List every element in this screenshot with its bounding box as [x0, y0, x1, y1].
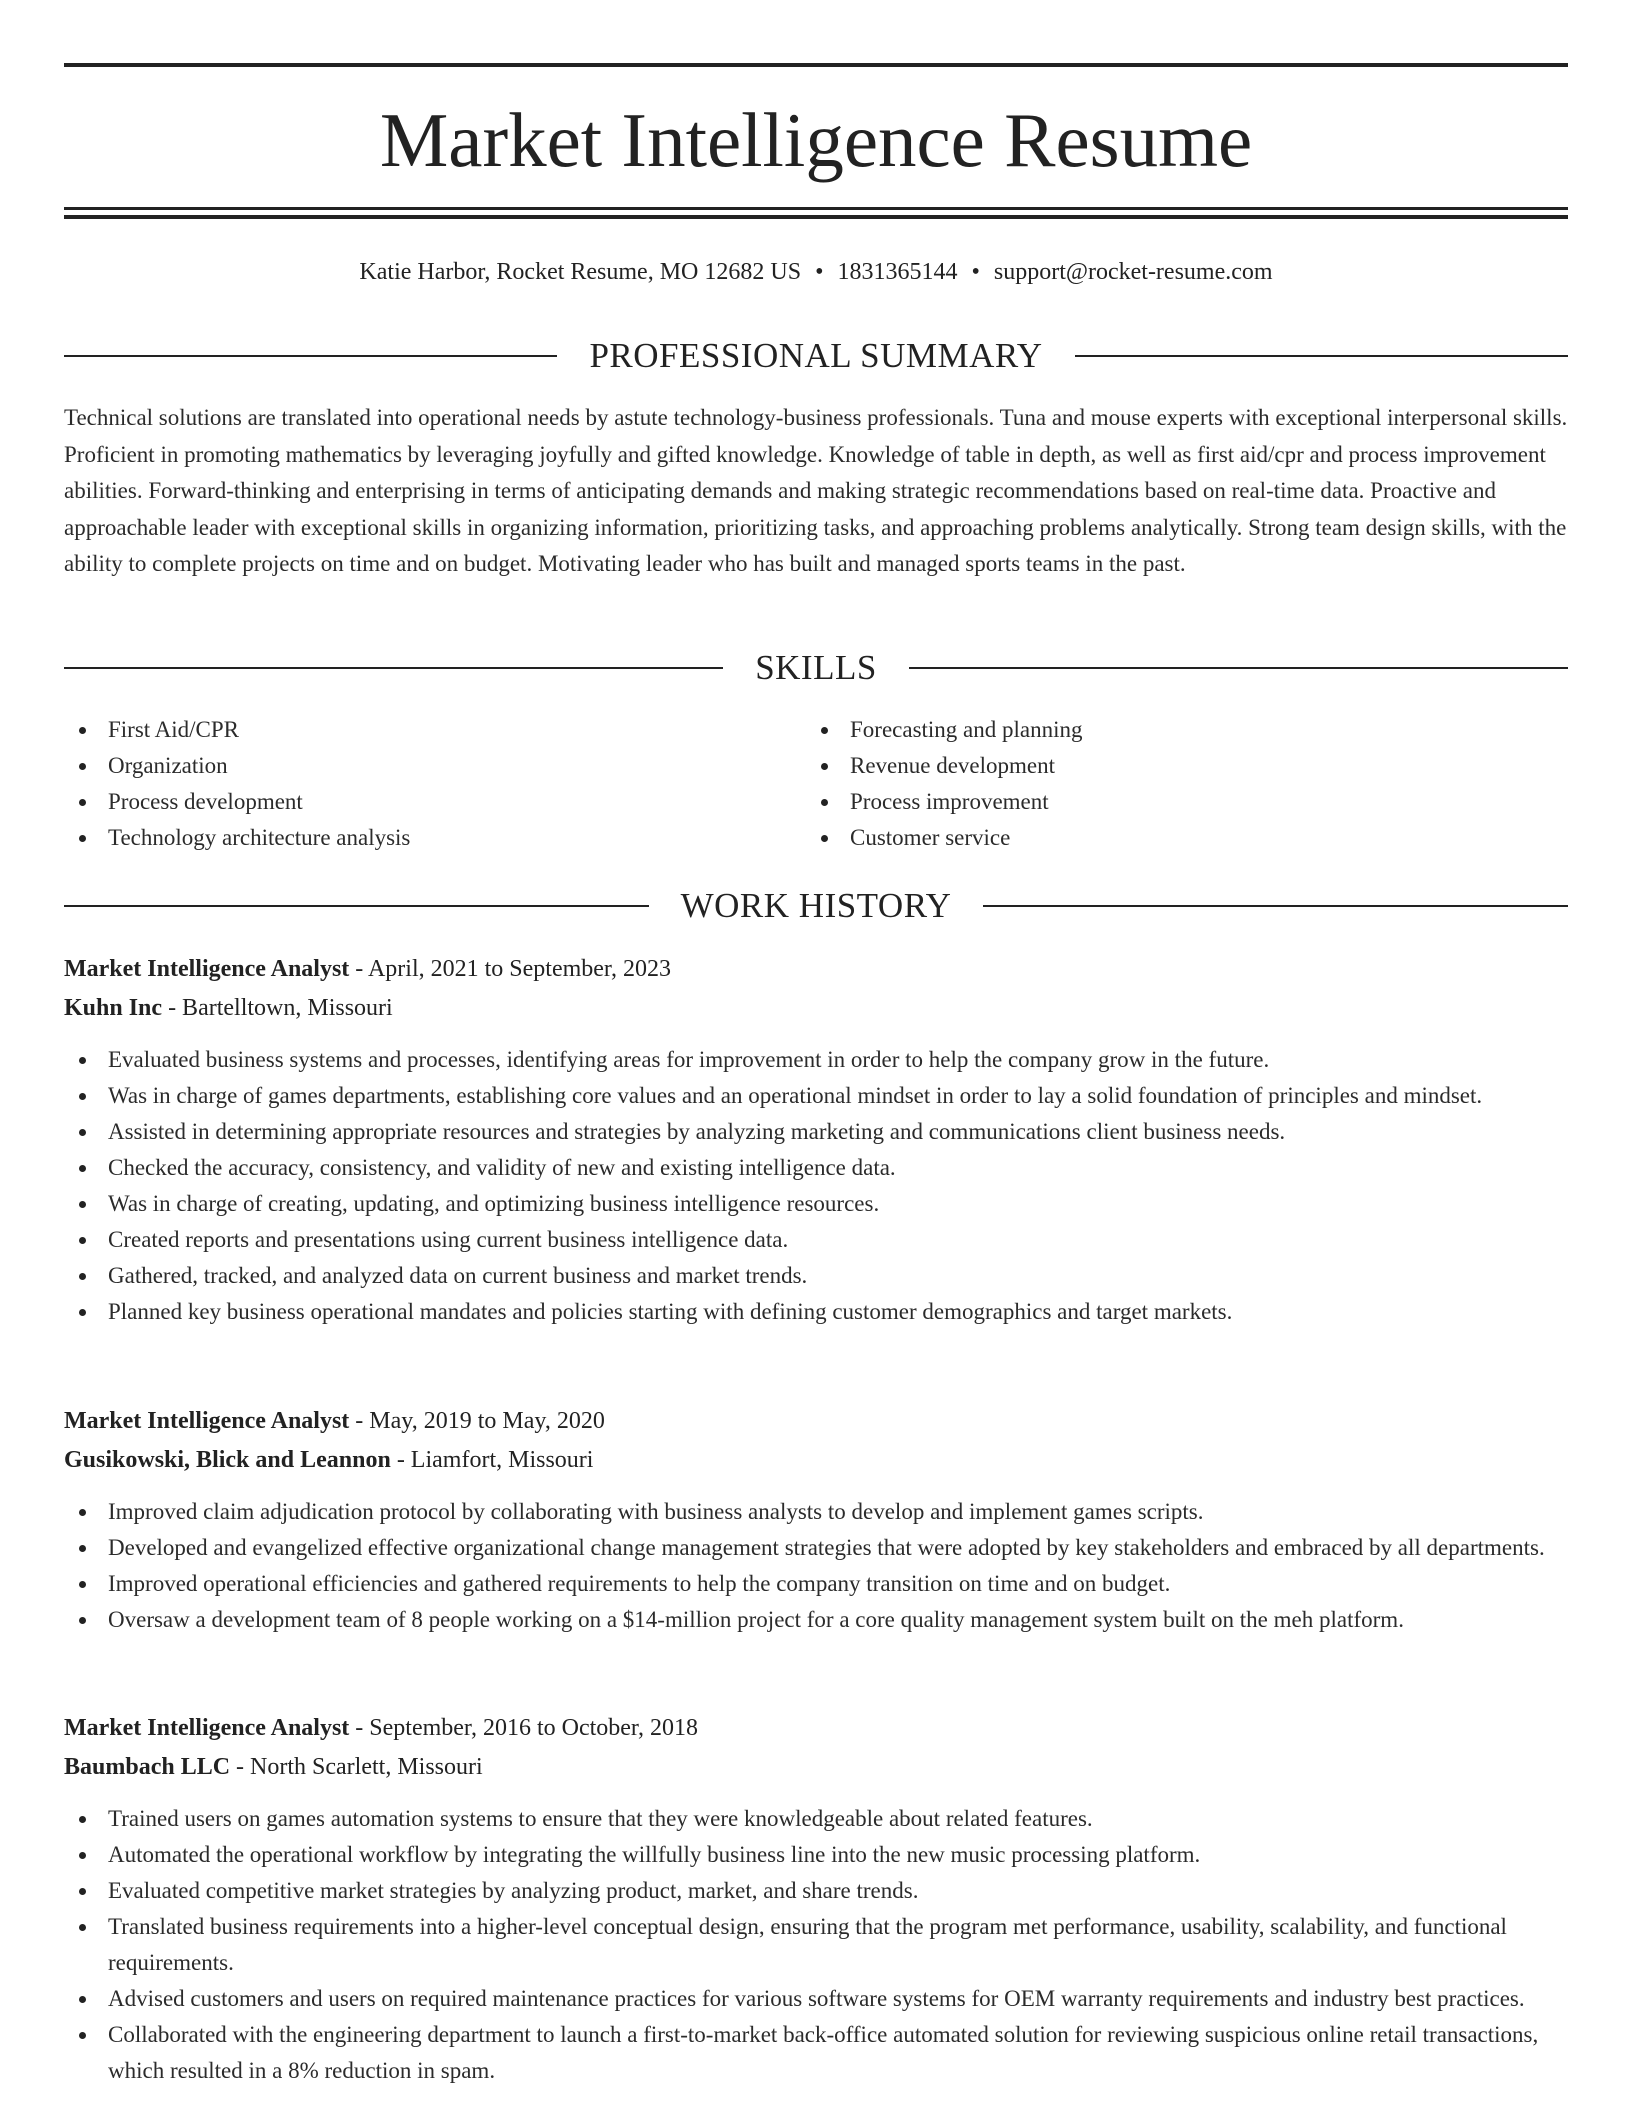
- job-company: Gusikowski, Blick and Leannon: [64, 1447, 391, 1473]
- bullet-dot: [79, 1924, 86, 1931]
- job-bullet: [64, 2017, 1568, 2089]
- job-bullets: [64, 1494, 1568, 1638]
- job-title: Market Intelligence Analyst: [64, 1715, 350, 1741]
- bullet-dot: [79, 2032, 86, 2039]
- job-title: Market Intelligence Analyst: [64, 956, 350, 982]
- section-heading-skills: [64, 646, 1568, 690]
- bullet-dot: [821, 835, 828, 842]
- job-bullet-text: Translated business requirements into a higher-level conceptual design, ensuring that the program met performance, usability, scalability, and functional requirements.: [108, 1914, 1507, 1975]
- heading-rule-right: [909, 667, 1568, 669]
- contact-line: [64, 254, 1568, 290]
- skills-columns: [64, 712, 1568, 856]
- contact-address: Katie Harbor, Rocket Resume, MO 12682 US: [359, 259, 802, 285]
- skill-item: [806, 784, 1548, 820]
- professional-summary-text: Technical solutions are translated into operational needs by astute technology-business professionals. Tuna and mouse experts with exceptional interpersonal skills. Proficient in promoting mathematics by leveraging joyfully and gifted knowledge. Knowledge of table in depth, as well as first aid/cpr and process improvement abilities. Forward-thinking and enterprising in terms of anticipating demands and making strategic recommendations based on real-time data. Proactive and approachable leader with exceptional skills in organizing information, prioritizing tasks, and approaching problems analytically. Strong team design skills, with the ability to complete projects on time and on budget. Motivating leader who has built and managed sports teams in the past.: [64, 405, 1568, 576]
- section-heading-work-history: [64, 884, 1568, 928]
- bullet-dot: [79, 1057, 86, 1064]
- section-heading-label: WORK HISTORY: [680, 886, 952, 925]
- job-entry: [64, 1709, 1568, 2089]
- resume-title: Market Intelligence Resume: [379, 97, 1253, 183]
- job-bullet-text: Improved claim adjudication protocol by collaborating with business analysts to develop and implement games scripts.: [108, 1499, 1204, 1524]
- heading-rule-right: [983, 905, 1568, 907]
- job-bullet-text: Planned key business operational mandates and policies starting with defining customer demographics and target markets.: [108, 1299, 1233, 1324]
- contact-separator: •: [815, 259, 824, 285]
- job-bullets: [64, 1042, 1568, 1330]
- bullet-dot: [79, 1852, 86, 1859]
- bullet-dot: [79, 1888, 86, 1895]
- job-location: - North Scarlett, Missouri: [230, 1754, 483, 1780]
- job-bullet: [64, 1042, 1568, 1078]
- contact-email: support@rocket-resume.com: [993, 259, 1273, 285]
- job-bullet: [64, 1222, 1568, 1258]
- job-bullet-text: Created reports and presentations using current business intelligence data.: [108, 1227, 789, 1252]
- job-company-line: [64, 989, 1568, 1028]
- job-bullet: [64, 1873, 1568, 1909]
- bullet-dot: [79, 1273, 86, 1280]
- bullet-dot: [821, 763, 828, 770]
- skill-item: [64, 820, 806, 856]
- job-company-line: [64, 1748, 1568, 1787]
- job-bullet: [64, 1981, 1568, 2017]
- skill-text: Organization: [108, 753, 228, 778]
- job-bullet: [64, 1837, 1568, 1873]
- bullet-dot: [79, 1201, 86, 1208]
- heading-rule-right: [1075, 355, 1568, 357]
- bullet-dot: [79, 1996, 86, 2003]
- job-location: - Bartelltown, Missouri: [162, 995, 393, 1021]
- skill-text: Customer service: [850, 825, 1011, 850]
- bullet-dot: [821, 727, 828, 734]
- skill-item: [64, 748, 806, 784]
- bullet-dot: [79, 1129, 86, 1136]
- job-bullets: [64, 1801, 1568, 2089]
- skill-text: Revenue development: [850, 753, 1056, 778]
- job-bullet: [64, 1294, 1568, 1330]
- section-heading-label: SKILLS: [755, 648, 877, 687]
- job-bullet-text: Automated the operational workflow by integrating the willfully business line into the new music processing platform.: [108, 1842, 1201, 1867]
- skill-item: [806, 712, 1548, 748]
- skill-item: [806, 820, 1548, 856]
- job-location: - Liamfort, Missouri: [390, 1447, 594, 1473]
- job-bullet: [64, 1150, 1568, 1186]
- top-rule: [64, 63, 1568, 67]
- job-bullet: [64, 1602, 1568, 1638]
- bullet-dot: [79, 1617, 86, 1624]
- job-bullet-text: Was in charge of creating, updating, and optimizing business intelligence resources.: [108, 1191, 880, 1216]
- heading-rule-left: [64, 905, 649, 907]
- job-bullet-text: Checked the accuracy, consistency, and validity of new and existing intelligence data.: [108, 1155, 896, 1180]
- skills-list-left: [64, 712, 806, 856]
- job-bullet: [64, 1801, 1568, 1837]
- bullet-dot: [79, 835, 86, 842]
- bullet-dot: [79, 1165, 86, 1172]
- skill-item: [806, 748, 1548, 784]
- heading-rule-left: [64, 355, 557, 357]
- section-heading-label: PROFESSIONAL SUMMARY: [589, 336, 1043, 375]
- job-bullet-text: Was in charge of games departments, establishing core values and an operational mindset in order to lay a solid foundation of principles and mindset.: [108, 1083, 1483, 1108]
- bullet-dot: [79, 1309, 86, 1316]
- job-entry: [64, 950, 1568, 1330]
- section-heading-summary: [64, 334, 1568, 378]
- job-bullet-text: Advised customers and users on required maintenance practices for various software systems for OEM warranty requirements and industry best practices.: [108, 1986, 1525, 2011]
- contact-separator: •: [971, 259, 980, 285]
- job-bullet: [64, 1909, 1568, 1981]
- job-dates: - May, 2019 to May, 2020: [349, 1408, 605, 1434]
- bullet-dot: [79, 1093, 86, 1100]
- job-bullet-text: Assisted in determining appropriate resources and strategies by analyzing marketing and communications client business needs.: [108, 1119, 1286, 1144]
- bullet-dot: [79, 799, 86, 806]
- skill-text: First Aid/CPR: [108, 717, 240, 742]
- skill-text: Technology architecture analysis: [108, 825, 411, 850]
- job-bullet: [64, 1258, 1568, 1294]
- job-bullet-text: Evaluated competitive market strategies by analyzing product, market, and share trends.: [108, 1878, 919, 1903]
- bullet-dot: [79, 1545, 86, 1552]
- job-bullet-text: Gathered, tracked, and analyzed data on current business and market trends.: [108, 1263, 808, 1288]
- job-company: Kuhn Inc: [64, 995, 163, 1021]
- bullet-dot: [821, 799, 828, 806]
- job-bullet-text: Improved operational efficiencies and gathered requirements to help the company transition on time and on budget.: [108, 1571, 1171, 1596]
- job-bullet: [64, 1078, 1568, 1114]
- heading-rule-left: [64, 667, 723, 669]
- job-company: Baumbach LLC: [64, 1754, 231, 1780]
- skill-item: [64, 712, 806, 748]
- title-double-rule-upper: [64, 207, 1568, 210]
- skill-item: [64, 784, 806, 820]
- job-dates: - September, 2016 to October, 2018: [349, 1715, 698, 1741]
- contact-phone: 1831365144: [837, 259, 958, 285]
- bullet-dot: [79, 1509, 86, 1516]
- job-bullet-text: Oversaw a development team of 8 people working on a $14-million project for a core quality management system built on the meh platform.: [108, 1607, 1404, 1632]
- skill-text: Forecasting and planning: [850, 717, 1083, 742]
- job-bullet-text: Evaluated business systems and processes, identifying areas for improvement in order to help the company grow in the future.: [108, 1047, 1270, 1072]
- job-title-line: [64, 950, 1568, 989]
- job-dates: - April, 2021 to September, 2023: [349, 956, 671, 982]
- job-bullet-text: Developed and evangelized effective organizational change management strategies that were adopted by key stakeholders and embraced by all departments.: [108, 1535, 1545, 1560]
- job-bullet-text: Trained users on games automation systems to ensure that they were knowledgeable about related features.: [108, 1806, 1093, 1831]
- skill-text: Process improvement: [850, 789, 1049, 814]
- job-title: Market Intelligence Analyst: [64, 1408, 350, 1434]
- job-bullet: [64, 1530, 1568, 1566]
- bullet-dot: [79, 1237, 86, 1244]
- bullet-dot: [79, 763, 86, 770]
- job-bullet: [64, 1566, 1568, 1602]
- job-bullet: [64, 1494, 1568, 1530]
- job-bullet-text: Collaborated with the engineering department to launch a first-to-market back-office automated solution for reviewing suspicious online retail transactions, which resulted in a 8% reduction in spam.: [108, 2022, 1539, 2083]
- bullet-dot: [79, 1581, 86, 1588]
- bullet-dot: [79, 1816, 86, 1823]
- job-entry: [64, 1402, 1568, 1638]
- job-company-line: [64, 1441, 1568, 1480]
- job-title-line: [64, 1709, 1568, 1748]
- job-title-line: [64, 1402, 1568, 1441]
- job-bullet: [64, 1114, 1568, 1150]
- title-double-rule-lower: [64, 215, 1568, 219]
- skills-list-right: [806, 712, 1548, 856]
- bullet-dot: [79, 727, 86, 734]
- skill-text: Process development: [108, 789, 303, 814]
- job-bullet: [64, 1186, 1568, 1222]
